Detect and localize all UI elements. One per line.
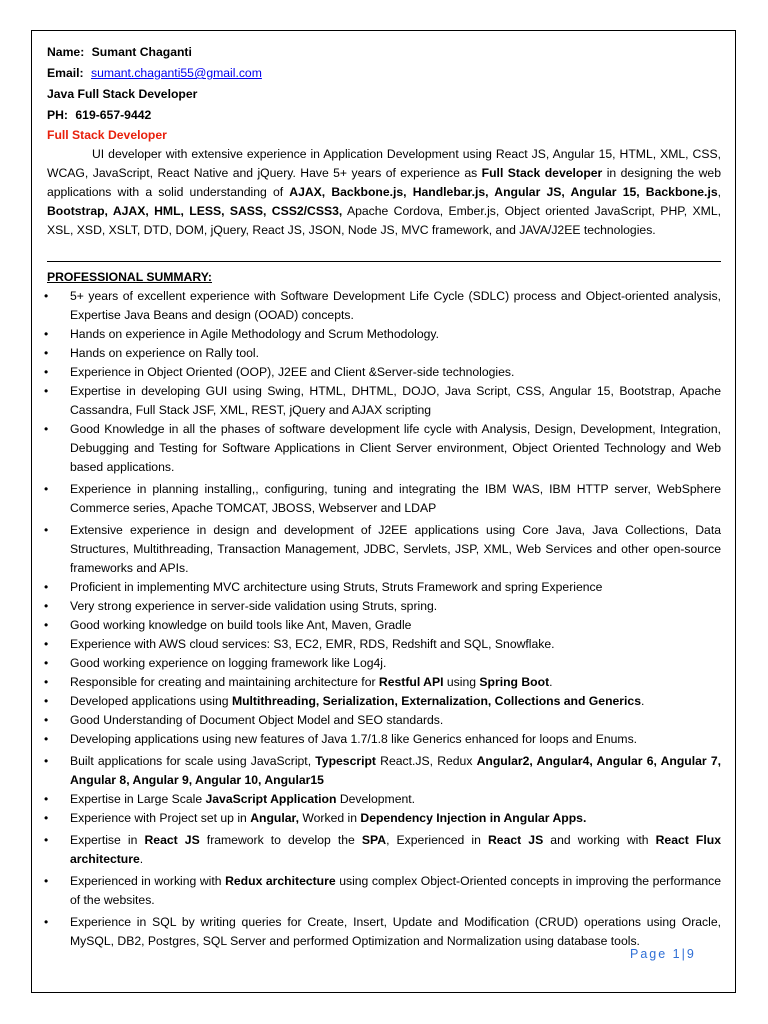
text-run: Experienced in working with — [70, 874, 226, 888]
bullet-icon: • — [44, 422, 49, 436]
bullet-icon: • — [44, 792, 49, 806]
bullet-icon: • — [44, 915, 49, 929]
text-run: Expertise in Large Scale — [70, 792, 206, 806]
bullet-icon: • — [44, 523, 49, 537]
email-link[interactable]: sumant.chaganti55@gmail.com — [90, 66, 262, 80]
bullet-icon: • — [44, 599, 49, 613]
bullet-icon: • — [44, 713, 49, 727]
summary-item — [44, 480, 721, 518]
summary-item — [44, 287, 721, 325]
text-run: Experience in Object Oriented (OOP), J2EE and Client &Server-side technologies. — [70, 365, 515, 379]
text-run: . — [549, 675, 553, 689]
job-title: Full Stack Developer — [47, 128, 167, 142]
page-number: Page 1|9 — [630, 947, 696, 961]
text-run: Experience in SQL by writing queries for Create, Insert, Update and Modification (CRUD) operations using Oracle, MySQL, DB2, Postgres, SQL Server and performed Optimization and Normalization using database tools. — [70, 915, 721, 948]
summary-item — [44, 752, 721, 790]
name-label: Name: — [47, 45, 85, 59]
text-run: React.JS, Redux — [376, 754, 477, 768]
text-run: using — [443, 675, 480, 689]
bullet-icon: • — [44, 811, 49, 825]
text-run: , Experienced in — [386, 833, 488, 847]
name-line — [47, 42, 721, 63]
bullet-icon: • — [44, 384, 49, 398]
name-value: Sumant Chaganti — [91, 45, 192, 59]
summary-item — [44, 790, 721, 809]
phone-value: 619-657-9442 — [75, 108, 152, 122]
summary-item — [44, 363, 721, 382]
bullet-icon: • — [44, 656, 49, 670]
text-run: Proficient in implementing MVC architecture using Struts, Struts Framework and spring Experience — [70, 580, 603, 594]
text-run: Developing applications using new features of Java 1.7/1.8 like Generics enhanced for loops and Enums. — [70, 732, 638, 746]
bold-text-run: Restful API — [378, 675, 444, 689]
summary-item — [44, 831, 721, 869]
bold-text-run: Full Stack developer — [481, 166, 603, 180]
phone-label: PH: — [47, 108, 68, 122]
summary-list — [44, 287, 722, 951]
bullet-icon: • — [44, 580, 49, 594]
section-divider — [47, 261, 721, 262]
text-run: Responsible for creating and maintaining architecture for — [70, 675, 379, 689]
summary-item — [44, 616, 721, 635]
text-run: Expertise in developing GUI using Swing, HTML, DHTML, DOJO, Java Script, CSS, Angular 15, Bootstrap, Apache Cassandra, Full Stack JSF, XML, REST, jQuery and AJAX scripting — [70, 384, 721, 417]
bold-text-run: React JS — [488, 833, 544, 847]
bullet-icon: • — [44, 618, 49, 632]
summary-item — [44, 711, 721, 730]
bullet-icon: • — [44, 754, 49, 768]
bullet-icon: • — [44, 482, 49, 496]
objective-paragraph — [47, 145, 721, 240]
text-run: Built applications for scale using JavaScript, — [70, 754, 316, 768]
summary-item — [44, 673, 721, 692]
email-line — [47, 63, 721, 84]
summary-item — [44, 420, 721, 477]
text-run: Hands on experience on Rally tool. — [70, 346, 260, 360]
text-run: Extensive experience in design and development of J2EE applications using Core Java, Java Collections, Data Structures, Multithreading, Transaction Management, JDBC, Servlets, JSP, XML, Web Services and other open-source frameworks and APIs. — [70, 523, 721, 575]
summary-item — [44, 325, 721, 344]
text-run: Experience with Project set up in — [70, 811, 251, 825]
summary-item — [44, 654, 721, 673]
text-run: and working with — [543, 833, 656, 847]
text-run: Hands on experience in Agile Methodology and Scrum Methodology. — [70, 327, 440, 341]
text-run: 5+ years of excellent experience with Software Development Life Cycle (SDLC) process and Object-oriented analysis, Expertise Java Beans and design (OOAD) concepts. — [70, 289, 721, 322]
bullet-icon: • — [44, 365, 49, 379]
bold-text-run: Spring Boot — [479, 675, 550, 689]
text-run: Good Knowledge in all the phases of software development life cycle with Analysis, Design, Development, Integration, Debugging and Testing for Software Applications in Client Server environment, Object Oriented Technology and Web based applications. — [70, 422, 721, 474]
resume-content — [44, 42, 722, 951]
summary-item — [44, 597, 721, 616]
summary-item — [44, 521, 721, 578]
bold-text-run: Angular2, Angular4, Angular 6, Angular 7, Angular 8, Angular 9, Angular 10, Angular15 — [70, 754, 721, 787]
bullet-icon: • — [44, 327, 49, 341]
bold-text-run: Typescript — [315, 754, 376, 768]
text-run: Good Understanding of Document Object Model and SEO standards. — [70, 713, 444, 727]
text-run: Apache Cordova, Ember.js, Object oriented JavaScript, PHP, XML, XSL, XSD, XSLT, DTD, DOM, jQuery, React JS, JSON, Node JS, MVC framework, and JAVA/J2EE technologies. — [47, 204, 721, 237]
bullet-icon: • — [44, 694, 49, 708]
bullet-icon: • — [44, 833, 49, 847]
summary-item — [44, 809, 721, 828]
phone-line — [47, 105, 721, 126]
bold-text-run: Multithreading, Serialization, Externalization, Collections and Generics — [231, 694, 641, 708]
bold-text-run: JavaScript Application — [205, 792, 337, 806]
role-line: Java Full Stack Developer — [47, 87, 198, 101]
text-run: UI developer with extensive experience in Application Development using React JS, Angular 15, HTML, XML, CSS, WCAG, JavaScript, React Native and jQuery. Have 5+ years of experience as — [47, 147, 721, 180]
bullet-icon: • — [44, 732, 49, 746]
bold-text-run: SPA — [361, 833, 387, 847]
summary-item — [44, 382, 721, 420]
text-run: Development. — [336, 792, 416, 806]
text-run: Good working knowledge on build tools like Ant, Maven, Gradle — [70, 618, 412, 632]
text-run: Experience in planning installing,, configuring, tuning and integrating the IBM WAS, IBM HTTP server, WebSphere Commerce series, Apache TOMCAT, JBOSS, Webserver and LDAP — [70, 482, 721, 515]
bold-text-run: Bootstrap, AJAX, HML, LESS, SASS, CSS2/CSS3, — [47, 204, 343, 218]
summary-item — [44, 872, 722, 910]
bold-text-run: Angular, — [250, 811, 299, 825]
email-label: Email: — [47, 66, 84, 80]
bullet-icon: • — [44, 675, 49, 689]
summary-item — [44, 730, 721, 749]
bullet-icon: • — [44, 346, 49, 360]
text-run: framework to develop the — [199, 833, 362, 847]
text-run: Very strong experience in server-side validation using Struts, spring. — [70, 599, 438, 613]
summary-item — [44, 913, 721, 951]
bullet-icon: • — [44, 637, 49, 651]
text-run: . — [139, 852, 144, 866]
section-title: PROFESSIONAL SUMMARY: — [47, 270, 212, 284]
bold-text-run: React JS — [144, 833, 200, 847]
bullet-icon: • — [44, 289, 49, 303]
text-run: Worked in — [298, 811, 361, 825]
summary-item — [44, 578, 721, 597]
bold-text-run: Dependency Injection in Angular Apps. — [360, 811, 587, 825]
text-run: , — [717, 185, 721, 199]
summary-item — [44, 344, 721, 363]
bullet-icon: • — [44, 874, 49, 888]
bold-text-run: AJAX, Backbone.js, Handlebar.js, Angular JS, Angular 15, Backbone.js — [289, 185, 718, 199]
summary-item — [44, 635, 721, 654]
text-run: Good working experience on logging framework like Log4j. — [70, 656, 387, 670]
bold-text-run: React Flux architecture — [70, 833, 721, 866]
text-run: Experience with AWS cloud services: S3, EC2, EMR, RDS, Redshift and SQL, Snowflake. — [70, 637, 555, 651]
text-run: in designing the web applications with a solid understanding of — [47, 166, 721, 199]
bold-text-run: Redux architecture — [225, 874, 336, 888]
text-run: . — [640, 694, 645, 708]
summary-item — [44, 692, 721, 711]
text-run: Developed applications using — [70, 694, 232, 708]
text-run: Expertise in — [70, 833, 145, 847]
text-run: using complex Object-Oriented concepts in improving the performance of the websites. — [70, 874, 722, 907]
